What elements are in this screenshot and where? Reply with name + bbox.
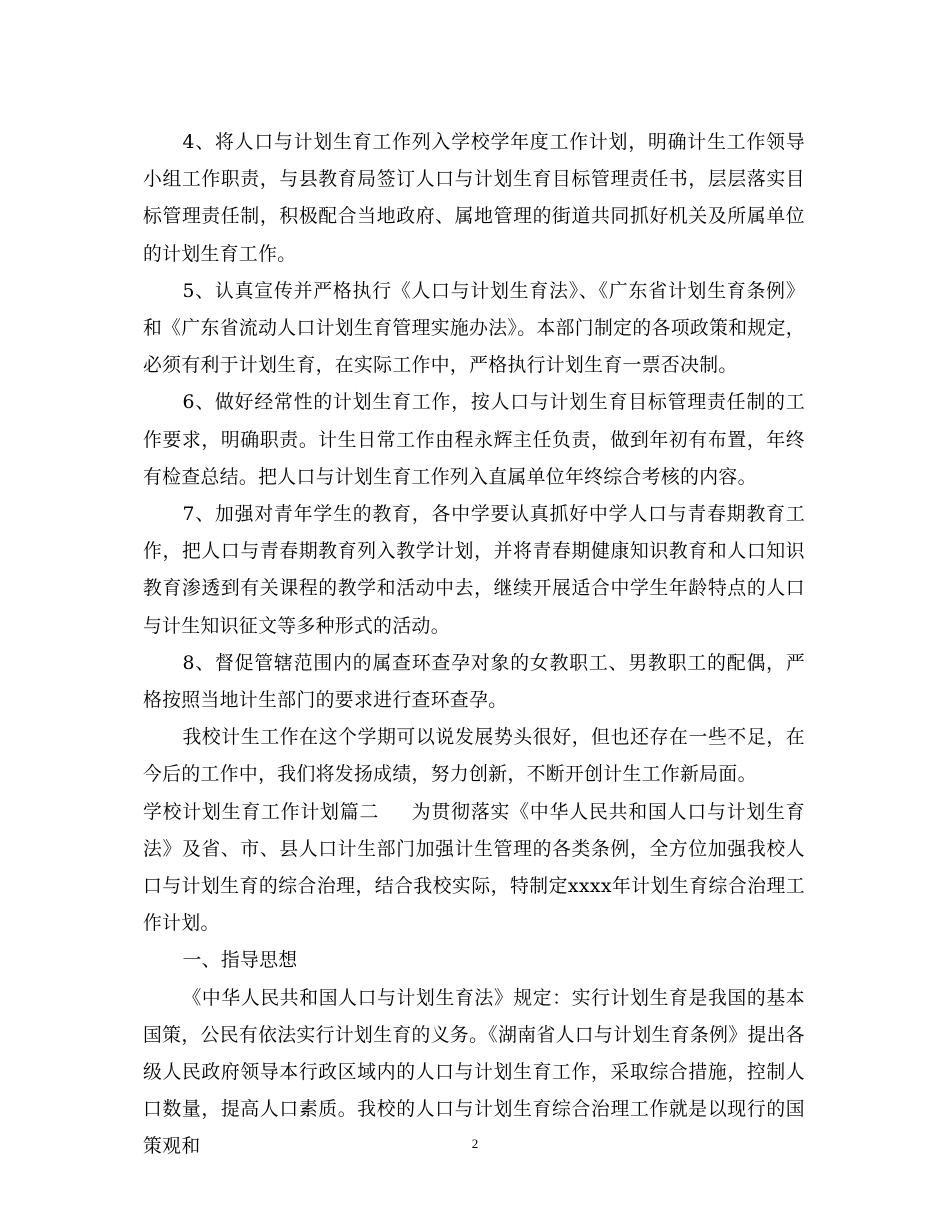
paragraph-summary: 我校计生工作在这个学期可以说发展势头很好，但也还存在一些不足，在今后的工作中，我们将发扬成绩，努力创新，不断开创计生工作新局面。 xyxy=(143,727,805,786)
section-heading: 一、指导思想 xyxy=(182,950,298,972)
paragraph-item-6: 6、做好经常性的计划生育工作，按人口与计划生育目标管理责任制的工作要求，明确职责。计生日常工作由程永辉主任负责，做到年初有布置，年终有检查总结。把人口与计划生育工作列入直属单位年终综合考核的内容。 xyxy=(143,392,805,488)
paragraph-item-7: 7、加强对青年学生的教育，各中学要认真抓好中学人口与青春期教育工作，把人口与青春期教育列入教学计划，并将青春期健康知识教育和人口知识教育渗透到有关课程的教学和活动中去，继续开展适合中学生年龄特点的人口与计生知识征文等多种形式的活动。 xyxy=(143,504,805,637)
document-body xyxy=(143,124,805,1166)
page-number: 2 xyxy=(471,1136,479,1151)
paragraph-item-4: 4、将人口与计划生育工作列入学校学年度工作计划，明确计生工作领导小组工作职责，与县教育局签订人口与计划生育目标管理责任书，层层落实目标管理责任制，积极配合当地政府、属地管理的街道共同抓好机关及所属单位的计划生育工作。 xyxy=(143,132,805,265)
plan-two-title: 学校计划生育工作计划篇二 xyxy=(143,801,380,823)
paragraph-item-8: 8、督促管辖范围内的属查环查孕对象的女教职工、男教职工的配偶，严格按照当地计生部门的要求进行查环查孕。 xyxy=(143,652,805,712)
plan-two-text: 为贯彻落实《中华人民共和国人口与计划生育法》及省、市、县人口计生部门加强计生管理的各类条例，全方位加强我校人口与计划生育的综合治理，结合我校实际，特制定xxxx年计划生育综合治理工作计划。 xyxy=(143,801,805,935)
paragraph-plan-two xyxy=(143,794,805,943)
paragraph-item-5: 5、认真宣传并严格执行《人口与计划生育法》、《广东省计划生育条例》和《广东省流动人口计划生育管理实施办法》。本部门制定的各项政策和规定，必须有利于计划生育，在实际工作中，严格执行计划生育一票否决制。 xyxy=(143,280,805,377)
paragraph-guiding-thought: 《中华人民共和国人口与计划生育法》规定：实行计划生育是我国的基本国策，公民有依法实行计划生育的义务。《湖南省人口与计划生育条例》提出各级人民政府领导本行政区域内的人口与计划生育工作，采取综合措施，控制人口数量，提高人口素质。我校的人口与计划生育综合治理工作就是以现行的国策观和 xyxy=(143,987,805,1158)
